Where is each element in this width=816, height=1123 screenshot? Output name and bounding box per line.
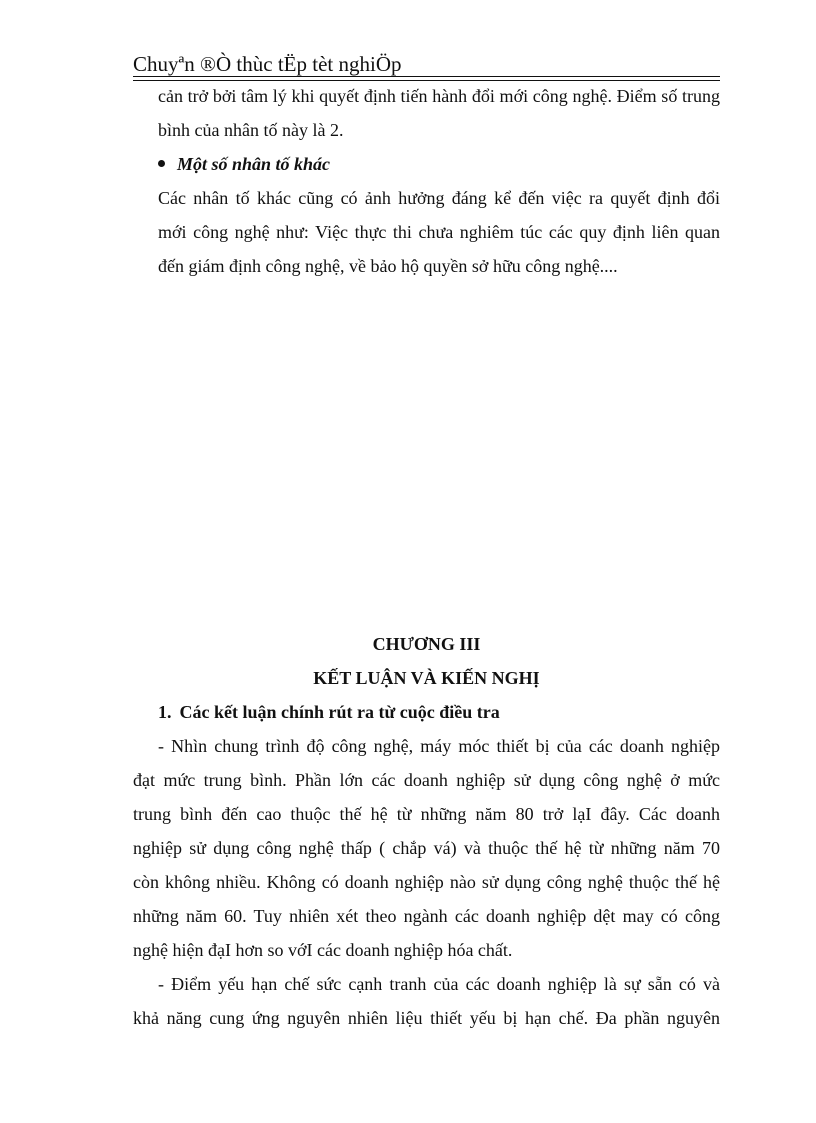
bullet-item-other-factors bbox=[158, 147, 330, 181]
conclusion-paragraph-2 bbox=[133, 967, 720, 1035]
text-line: - Nhìn chung trình độ công nghệ, máy móc thiết bị của các doanh nghiệp bbox=[158, 736, 720, 756]
text-line: khả năng cung ứng nguyên nhiên liệu thiết yếu bị hạn chế. Đa phần nguyên bbox=[133, 1008, 720, 1028]
other-factors-paragraph bbox=[158, 181, 720, 283]
text-line: nghệ hiện đạI hơn so vớI các doanh nghiệp hóa chất. bbox=[133, 940, 513, 960]
text-line: bình của nhân tố này là 2. bbox=[158, 120, 344, 140]
chapter-title: KẾT LUẬN VÀ KIẾN NGHỊ bbox=[313, 668, 540, 688]
running-header-title: Chuyªn ®Ò thùc tËp tèt nghiÖp bbox=[133, 52, 402, 76]
section-heading-text: Các kết luận chính rút ra từ cuộc điều tra bbox=[179, 702, 500, 722]
intro-paragraph bbox=[158, 79, 720, 147]
bullet-icon bbox=[158, 160, 165, 167]
text-line: trung bình đến cao thuộc thế hệ từ những năm 80 trở lạI đây. Các doanh bbox=[133, 804, 720, 824]
conclusion-paragraph-1 bbox=[133, 729, 720, 967]
chapter-number: CHƯƠNG III bbox=[372, 634, 481, 654]
text-line: những năm 60. Tuy nhiên xét theo ngành các doanh nghiệp dệt may có công bbox=[133, 906, 720, 926]
text-line: đạt mức trung bình. Phần lớn các doanh nghiệp sử dụng công nghệ ở mức bbox=[133, 770, 720, 790]
text-line: đến giám định công nghệ, về bảo hộ quyền sở hữu công nghệ.... bbox=[158, 256, 618, 276]
text-line: mới công nghệ như: Việc thực thi chưa nghiêm túc các quy định liên quan bbox=[158, 222, 720, 242]
bullet-label: Một số nhân tố khác bbox=[177, 154, 331, 174]
text-line: Các nhân tố khác cũng có ảnh hưởng đáng kể đến việc ra quyết định đổi bbox=[158, 188, 720, 208]
section-number: 1. bbox=[158, 702, 172, 722]
text-line: cản trở bởi tâm lý khi quyết định tiến hành đổi mới công nghệ. Điểm số trung bbox=[158, 86, 720, 106]
section-heading bbox=[158, 695, 500, 729]
text-line: nghiệp sử dụng công nghệ thấp ( chắp vá) và thuộc thế hệ từ những năm 70 bbox=[133, 838, 720, 858]
text-line: - Điểm yếu hạn chế sức cạnh tranh của các doanh nghiệp là sự sẵn có và bbox=[158, 974, 720, 994]
text-line: còn không nhiều. Không có doanh nghiệp nào sử dụng công nghệ thuộc thế hệ bbox=[133, 872, 720, 892]
